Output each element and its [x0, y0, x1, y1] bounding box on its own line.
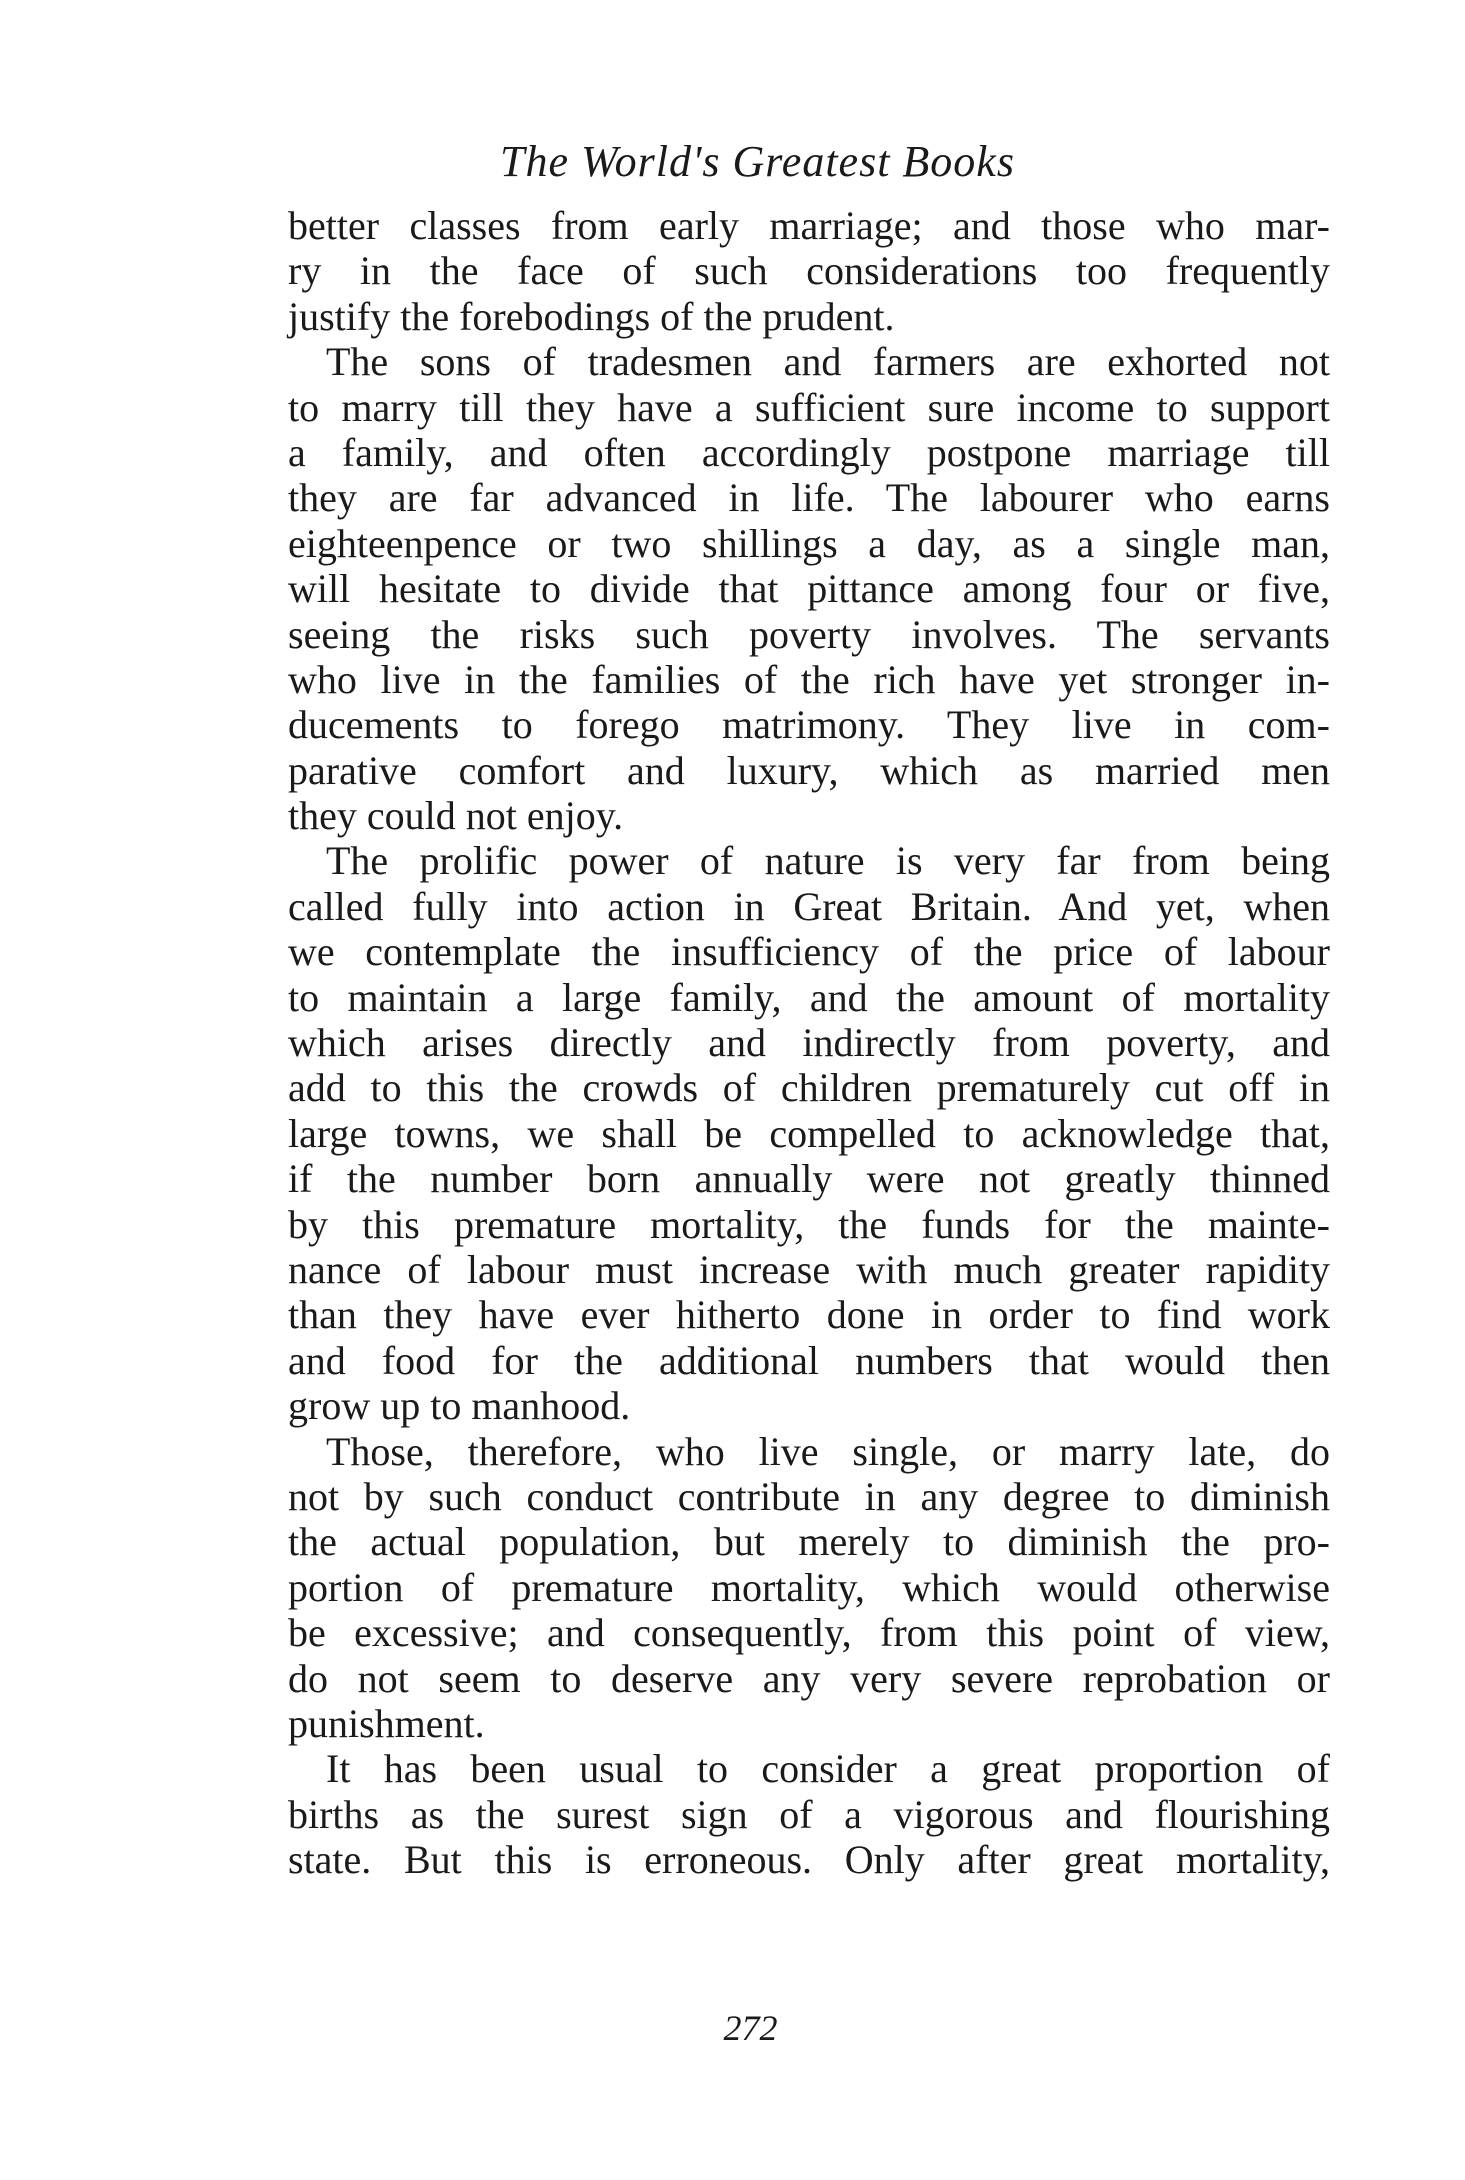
text-line: do not seem to deserve any very severe reprobation or — [288, 1655, 1330, 1701]
text-line: The prolific power of nature is very far from being — [326, 838, 1330, 884]
text-line: grow up to manhood. — [288, 1383, 631, 1429]
text-line: The sons of tradesmen and farmers are exhorted not — [326, 339, 1330, 385]
text-line: justify the forebodings of the prudent. — [288, 293, 895, 339]
text-line: ducements to forego matrimony. They live in com- — [288, 702, 1330, 748]
body-text — [288, 203, 1330, 1882]
text-line: parative comfort and luxury, which as married men — [288, 747, 1330, 793]
text-line: be excessive; and consequently, from this point of view, — [288, 1610, 1330, 1656]
text-line: better classes from early marriage; and those who mar- — [288, 203, 1330, 248]
text-line: than they have ever hitherto done in order to find work — [288, 1292, 1330, 1338]
text-line: we contemplate the insufficiency of the price of labour — [288, 929, 1330, 975]
text-line: if the number born annually were not greatly thinned — [288, 1156, 1330, 1202]
text-line: which arises directly and indirectly from poverty, and — [288, 1020, 1330, 1066]
text-line: portion of premature mortality, which would otherwise — [288, 1564, 1330, 1610]
text-line: add to this the crowds of children prematurely cut off in — [288, 1065, 1330, 1111]
text-line: nance of labour must increase with much greater rapidity — [288, 1246, 1330, 1292]
text-line: to maintain a large family, and the amount of mortality — [288, 974, 1330, 1020]
text-line: Those, therefore, who live single, or marry late, do — [326, 1428, 1330, 1474]
text-line: not by such conduct contribute in any degree to diminish — [288, 1473, 1330, 1519]
text-line: state. But this is erroneous. Only after great mortality, — [288, 1837, 1330, 1883]
text-line: large towns, we shall be compelled to acknowledge that, — [288, 1110, 1330, 1156]
running-head: The World's Greatest Books — [500, 137, 1015, 186]
text-line: the actual population, but merely to diminish the pro- — [288, 1519, 1330, 1565]
text-line: ry in the face of such considerations too frequently — [288, 248, 1330, 294]
text-line: seeing the risks such poverty involves. The servants — [288, 611, 1330, 657]
text-line: they could not enjoy. — [288, 793, 624, 839]
text-line: and food for the additional numbers that would then — [288, 1337, 1330, 1383]
text-line: births as the surest sign of a vigorous and flourishing — [288, 1791, 1330, 1837]
text-line: punishment. — [288, 1700, 485, 1746]
text-line: It has been usual to consider a great proportion of — [326, 1746, 1330, 1792]
page-number: 272 — [723, 2008, 778, 2048]
text-line: to marry till they have a sufficient sure income to support — [288, 384, 1330, 430]
text-line: who live in the families of the rich have yet stronger in- — [288, 656, 1330, 702]
text-line: they are far advanced in life. The labourer who earns — [288, 475, 1330, 521]
text-line: eighteenpence or two shillings a day, as a single man, — [288, 520, 1330, 566]
text-line: called fully into action in Great Britain. And yet, when — [288, 883, 1330, 929]
text-line: will hesitate to divide that pittance among four or five, — [288, 566, 1330, 612]
text-line: a family, and often accordingly postpone marriage till — [288, 429, 1330, 475]
text-line: by this premature mortality, the funds for the mainte- — [288, 1201, 1330, 1247]
